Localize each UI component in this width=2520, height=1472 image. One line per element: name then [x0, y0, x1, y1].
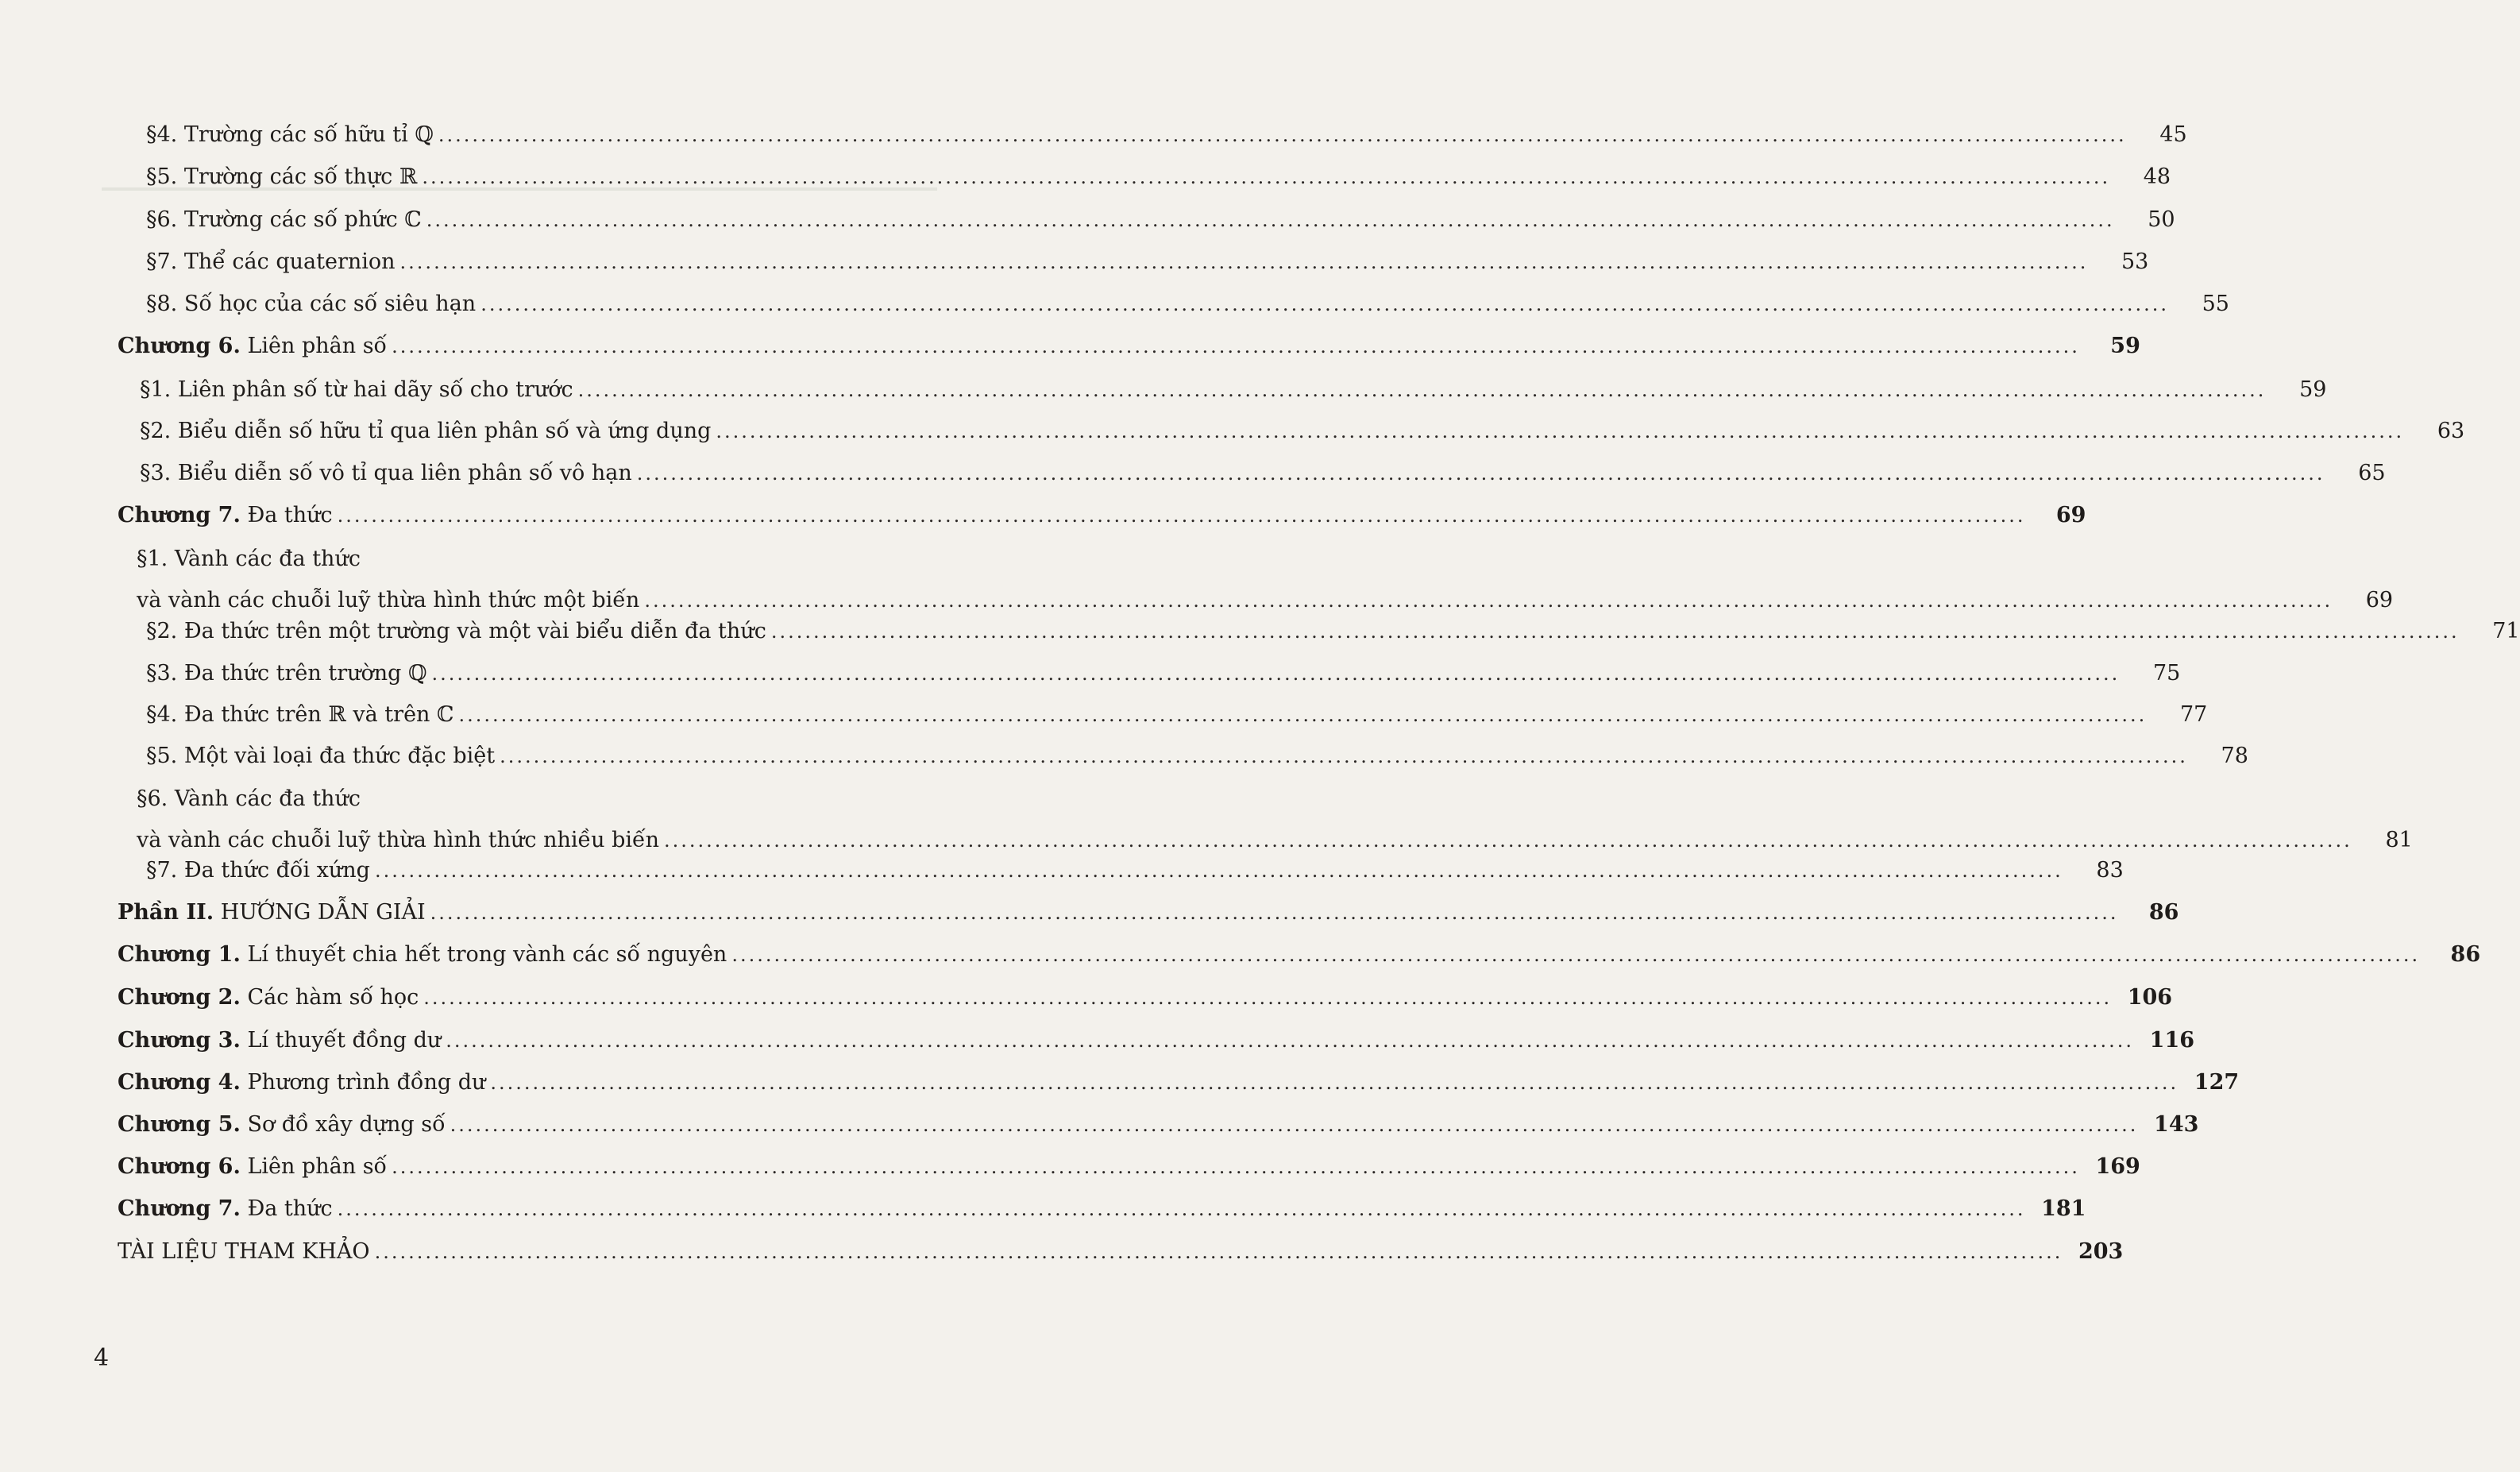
toc-entry-label-prefix: Chương 2.: [118, 985, 241, 1010]
toc-entry[interactable]: [146, 702, 2208, 727]
toc-leader-dots: ........................................................................................................................................................................................................: [770, 620, 2460, 643]
toc-page-number: 116: [2149, 1028, 2195, 1053]
toc-page-number: 48: [2143, 164, 2171, 189]
toc-entry[interactable]: [118, 1028, 2195, 1053]
toc-leader-dots: ........................................................................................................................................................................................................: [731, 944, 2421, 966]
toc-page-number: 86: [2148, 900, 2179, 925]
toc-entry-title: §4. Trường các số hữu tỉ ℚ: [146, 122, 434, 147]
toc-entry[interactable]: [118, 1239, 2124, 1264]
toc-entry[interactable]: [118, 334, 2140, 358]
toc-entry-title: Đa thức: [240, 503, 333, 527]
toc-page-number: 65: [2358, 461, 2386, 485]
toc-entry[interactable]: [118, 900, 2179, 925]
toc-page-number: 59: [2110, 334, 2140, 358]
toc-entry-label-prefix: Chương 4.: [118, 1070, 241, 1095]
toc-leader-dots: ........................................................................................................................................................................................................: [644, 589, 2333, 612]
toc-entry[interactable]: [146, 619, 2520, 643]
toc-entry-label: [146, 249, 396, 274]
toc-entry-title: §7. Đa thức đối xứng: [146, 858, 370, 883]
toc-leader-dots: ........................................................................................................................................................................................................: [430, 902, 2119, 924]
toc-page-number: 69: [2365, 588, 2394, 612]
toc-entry-label: [140, 377, 573, 402]
toc-leader-dots: ........................................................................................................................................................................................................: [392, 1156, 2080, 1178]
toc-entry-title: §5. Trường các số thực ℝ: [146, 164, 418, 189]
toc-entry-first-line: §1. Vành các đa thức: [137, 547, 361, 571]
toc-page-number: 169: [2095, 1154, 2140, 1179]
toc-entry-title: §6. Trường các số phức ℂ: [146, 207, 422, 232]
toc-page-number: 45: [2159, 122, 2187, 147]
toc-entry-title: và vành các chuỗi luỹ thừa hình thức nhiều biến: [137, 828, 660, 852]
toc-page-number: 181: [2041, 1196, 2086, 1221]
toc-entry-label: [118, 1070, 485, 1095]
toc-entry-label-prefix: Chương 1.: [118, 942, 241, 967]
toc-leader-dots: ........................................................................................................................................................................................................: [422, 166, 2111, 188]
toc-page-number: 203: [2078, 1239, 2124, 1264]
toc-entry-title: Đa thức: [240, 1196, 333, 1221]
toc-page-number: 59: [2299, 377, 2327, 402]
toc-leader-dots: ........................................................................................................................................................................................................: [446, 1030, 2135, 1052]
toc-entry[interactable]: [118, 1196, 2086, 1221]
toc-entry-title: §7. Thể các quaternion: [146, 249, 396, 274]
toc-entry-label: [118, 334, 387, 358]
toc-entry-title: Liên phân số: [240, 334, 388, 358]
toc-page-number: 81: [2385, 828, 2413, 852]
toc-entry[interactable]: [137, 828, 2413, 852]
toc-leader-dots: ........................................................................................................................................................................................................: [337, 504, 2026, 527]
toc-entry-first-line: §6. Vành các đa thức: [137, 786, 361, 811]
toc-page-number: 71: [2492, 619, 2520, 643]
toc-entry-label: [146, 292, 476, 316]
toc-entry-title: TÀI LIỆU THAM KHẢO: [118, 1239, 370, 1264]
toc-leader-dots: ........................................................................................................................................................................................................: [426, 209, 2115, 231]
toc-entry-label: [118, 503, 333, 527]
toc-leader-dots: ........................................................................................................................................................................................................: [664, 829, 2352, 852]
toc-leader-dots: ........................................................................................................................................................................................................: [490, 1072, 2179, 1094]
toc-entry-title: §1. Liên phân số từ hai dãy số cho trước: [140, 377, 573, 402]
toc-leader-dots: ........................................................................................................................................................................................................: [374, 860, 2063, 882]
toc-entry-title: Lí thuyết đồng dư: [240, 1028, 442, 1053]
toc-leader-dots: ........................................................................................................................................................................................................: [577, 379, 2267, 401]
toc-leader-dots: ........................................................................................................................................................................................................: [337, 1198, 2026, 1220]
toc-entry-title: Các hàm số học: [240, 985, 419, 1010]
toc-entry-label: [137, 588, 639, 612]
toc-page-number: 86: [2450, 942, 2481, 967]
toc-entry-label: [146, 164, 417, 189]
toc-entry[interactable]: [146, 744, 2248, 768]
toc-entry-label-prefix: Chương 6.: [118, 1154, 241, 1179]
toc-entry-title: Phương trình đồng dư: [240, 1070, 486, 1095]
toc-leader-dots: ........................................................................................................................................................................................................: [458, 704, 2148, 726]
toc-entry[interactable]: [146, 858, 2124, 883]
toc-entry-title: Liên phân số: [240, 1154, 388, 1179]
toc-entry[interactable]: [140, 419, 2465, 443]
toc-page-number: 69: [2055, 503, 2086, 527]
toc-entry[interactable]: [118, 1154, 2140, 1179]
toc-entry-title: §2. Đa thức trên một trường và một vài biểu diễn đa thức: [146, 619, 766, 643]
toc-entry-label: [118, 1028, 441, 1053]
toc-entry-label: [140, 419, 711, 443]
toc-entry-label: [146, 207, 422, 232]
toc-entry-label: [118, 1154, 387, 1179]
toc-entry-label: [146, 619, 766, 643]
toc-entry[interactable]: [118, 985, 2173, 1010]
toc-page-number: 127: [2194, 1070, 2240, 1095]
toc-entry[interactable]: [146, 122, 2187, 147]
toc-entry-label: [118, 942, 727, 967]
toc-entry-label-prefix: Chương 3.: [118, 1028, 241, 1053]
toc-entry[interactable]: [146, 292, 2229, 316]
toc-entry[interactable]: [146, 164, 2171, 189]
toc-leader-dots: ........................................................................................................................................................................................................: [716, 420, 2405, 442]
toc-entry[interactable]: [118, 1070, 2240, 1095]
toc-entry-label: [137, 828, 659, 852]
toc-entry-label: [118, 900, 426, 925]
toc-entry[interactable]: [118, 942, 2481, 967]
toc-entry-label-prefix: Chương 6.: [118, 334, 241, 358]
toc-entry-title: §4. Đa thức trên ℝ và trên ℂ: [146, 702, 454, 727]
toc-entry-label: [146, 661, 427, 686]
page-number: 4: [94, 1344, 110, 1372]
toc-leader-dots: ........................................................................................................................................................................................................: [450, 1114, 2139, 1136]
toc-page-number: 50: [2148, 207, 2175, 232]
toc-page-number: 143: [2154, 1112, 2199, 1137]
toc-page-number: 83: [2096, 858, 2124, 883]
toc-entry-title: HƯỚNG DẪN GIẢI: [214, 900, 426, 925]
toc-leader-dots: ........................................................................................................................................................................................................: [423, 987, 2113, 1009]
toc-entry-label: [118, 985, 419, 1010]
toc-leader-dots: ........................................................................................................................................................................................................: [431, 663, 2121, 685]
toc-entry-title: §2. Biểu diễn số hữu tỉ qua liên phân số và ứng dụng: [140, 419, 712, 443]
toc-entry[interactable]: [146, 661, 2181, 686]
toc-entry-title: §3. Đa thức trên trường ℚ: [146, 661, 427, 686]
toc-page-number: 77: [2179, 702, 2208, 727]
toc-entry-label: [118, 1239, 370, 1264]
toc-leader-dots: ........................................................................................................................................................................................................: [480, 293, 2169, 315]
toc-entry-title: §8. Số học của các số siêu hạn: [146, 292, 477, 316]
toc-entry-label-prefix: Chương 5.: [118, 1112, 241, 1137]
toc-leader-dots: ........................................................................................................................................................................................................: [399, 251, 2089, 273]
toc-page-number: 63: [2437, 419, 2465, 443]
toc-entry[interactable]: [146, 207, 2175, 232]
toc-leader-dots: ........................................................................................................................................................................................................: [438, 124, 2127, 146]
toc-page-number: 55: [2202, 292, 2229, 316]
toc-page-number: 75: [2152, 661, 2181, 686]
toc-entry-label: [118, 1112, 446, 1137]
toc-entry[interactable]: [118, 503, 2086, 527]
toc-entry-label: [146, 122, 434, 147]
toc-entry[interactable]: [146, 249, 2149, 274]
toc-entry-label-prefix: Phần II.: [118, 900, 214, 925]
toc-leader-dots: ........................................................................................................................................................................................................: [500, 745, 2188, 767]
toc-entry-label: [118, 1196, 333, 1221]
toc-entry-label-prefix: Chương 7.: [118, 503, 241, 527]
toc-leader-dots: ........................................................................................................................................................................................................: [374, 1241, 2063, 1263]
toc-leader-dots: ........................................................................................................................................................................................................: [636, 462, 2325, 485]
toc-entry[interactable]: [140, 377, 2327, 402]
toc-entry-label: [146, 858, 370, 883]
toc-leader-dots: ........................................................................................................................................................................................................: [392, 335, 2080, 357]
toc-entry-label: [146, 702, 454, 727]
toc-entry-label: [140, 461, 632, 485]
toc-entry[interactable]: [140, 461, 2386, 485]
toc-page-number: 53: [2121, 249, 2149, 274]
toc-entry-label: [146, 744, 495, 768]
toc-entry-title: Sơ đồ xây dựng số: [240, 1112, 446, 1137]
toc-entry[interactable]: [137, 588, 2394, 612]
toc-page-number: 106: [2127, 985, 2173, 1010]
toc-entry-title: §3. Biểu diễn số vô tỉ qua liên phân số vô hạn: [140, 461, 632, 485]
toc-entry-title: §5. Một vài loại đa thức đặc biệt: [146, 744, 496, 768]
toc-entry-title: Lí thuyết chia hết trong vành các số nguyên: [240, 942, 727, 967]
toc-entry[interactable]: [118, 1112, 2199, 1137]
toc-entry-title: và vành các chuỗi luỹ thừa hình thức một biến: [137, 588, 640, 612]
toc-page-number: 78: [2221, 744, 2248, 768]
toc-entry-label-prefix: Chương 7.: [118, 1196, 241, 1221]
